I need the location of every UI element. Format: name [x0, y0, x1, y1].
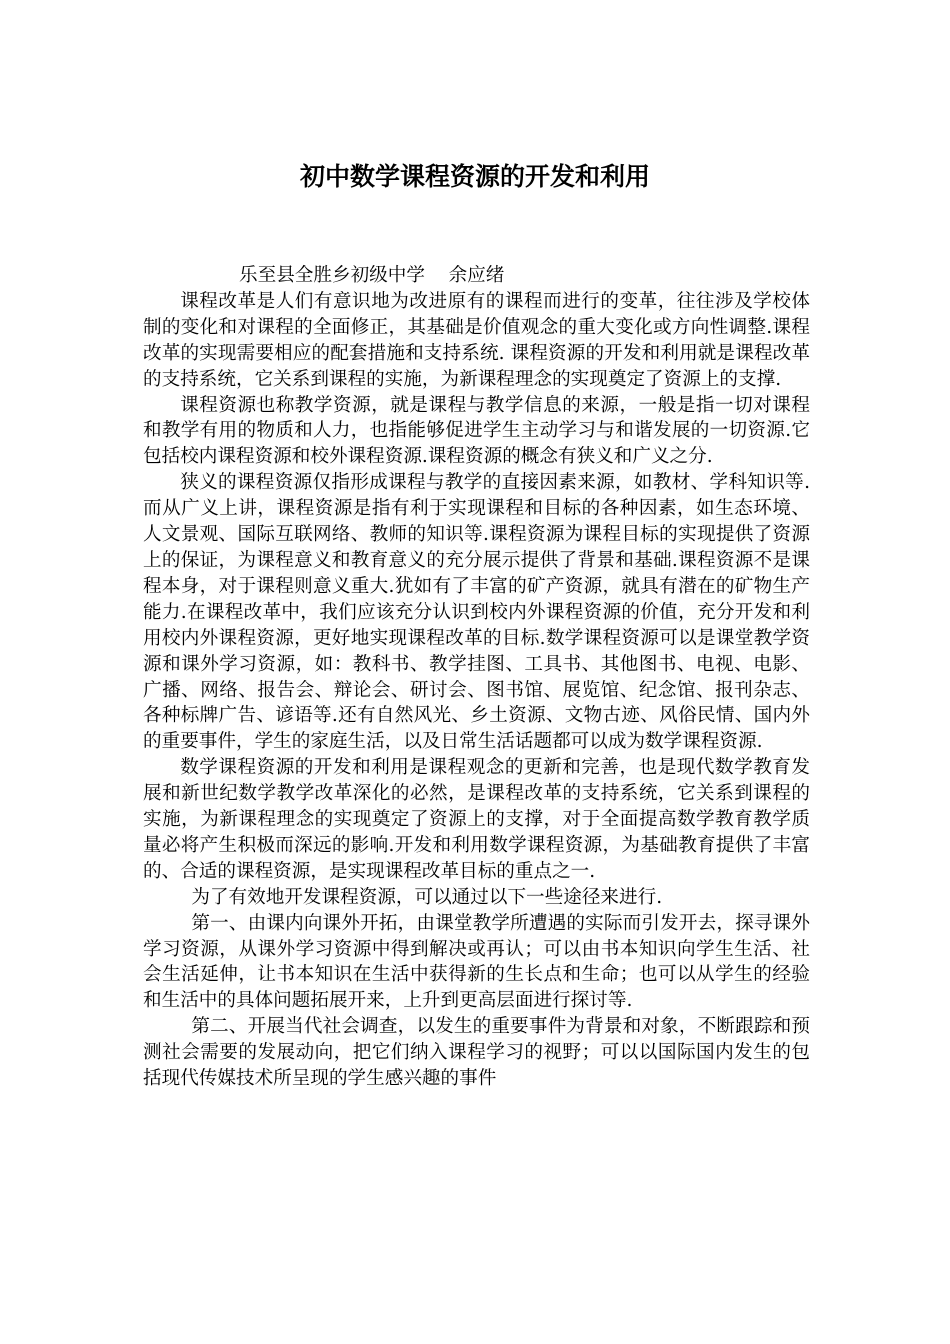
paragraph-intro: 课程改革是人们有意识地为改进原有的课程而进行的变革，往往涉及学校体制的变化和对课程的全面修正，其基础是价值观念的重大变化或方向性调整.课程改革的实现需要相应的配套措施和支持系统. 课程资源的开发和利用就是课程改革的支持系统，它关系到课程的实施，为新课程理念的实现奠定了资源上的支撑.: [143, 290, 810, 390]
paragraph-approaches: 为了有效地开发课程资源，可以通过以下一些途径来进行.: [191, 886, 663, 908]
paragraph-narrow-broad: 狭义的课程资源仅指形成课程与教学的直接因素来源，如教材、学科知识等.而从广义上讲，课程资源是指有利于实现课程和目标的各种因素，如生态环境、人文景观、国际互联网络、教师的知识等.课程资源为课程目标的实现提供了资源上的保证，为课程意义和教育意义的充分展示提供了背景和基础.课程资源不是课程本身，对于课程则意义重大.犹如有了丰富的矿产资源，就具有潜在的矿物生产能力.在课程改革中，我们应该充分认识到校内外课程资源的价值，充分开发和利用校内外课程资源，更好地实现课程改革的目标.数学课程资源可以是课堂教学资源和课外学习资源，如：教科书、教学挂图、工具书、其他图书、电视、电影、广播、网络、报告会、辩论会、研讨会、图书馆、展览馆、纪念馆、报刊杂志、各种标牌广告、谚语等.还有自然风光、乡土资源、文物古迹、风俗民情、国内外的重要事件，学生的家庭生活，以及日常生活话题都可以成为数学课程资源.: [143, 472, 810, 753]
paragraph-definition: 课程资源也称教学资源，就是课程与教学信息的来源，一般是指一切对课程和教学有用的物质和人力，也指能够促进学生主动学习与和谐发展的一切资源.它包括校内课程资源和校外课程资源.课程资源的概念有狭义和广义之分.: [143, 394, 810, 468]
document-body: [143, 263, 810, 1092]
paragraph-second-approach: 第二、开展当代社会调查，以发生的重要事件为背景和对象，不断跟踪和预测社会需要的发展动向，把它们纳入课程学习的视野；可以以国际国内发生的包括现代传媒技术所呈现的学生感兴趣的事件: [143, 1016, 810, 1090]
paragraph-significance: 数学课程资源的开发和利用是课程观念的更新和完善，也是现代数学教育发展和新世纪数学教学改革深化的必然，是课程改革的支持系统，它关系到课程的实施，为新课程理念的实现奠定了资源上的支撑，对于全面提高数学教育教学质量必将产生积极而深远的影响.开发和利用数学课程资源，为基础教育提供了丰富的、合适的课程资源，是实现课程改革目标的重点之一.: [143, 757, 810, 882]
document-title: 初中数学课程资源的开发和利用: [299, 162, 650, 191]
paragraph-first-approach: 第一、由课内向课外开拓，由课堂教学所遭遇的实际而引发开去，探寻课外学习资源，从课外学习资源中得到解决或再认；可以由书本知识向学生生活、社会生活延伸，让书本知识在生活中获得新的生长点和生命；也可以从学生的经验和生活中的具体问题拓展开来，上升到更高层面进行探讨等.: [143, 912, 810, 1012]
author-byline: 乐至县全胜乡初级中学 余应绪: [239, 265, 505, 286]
